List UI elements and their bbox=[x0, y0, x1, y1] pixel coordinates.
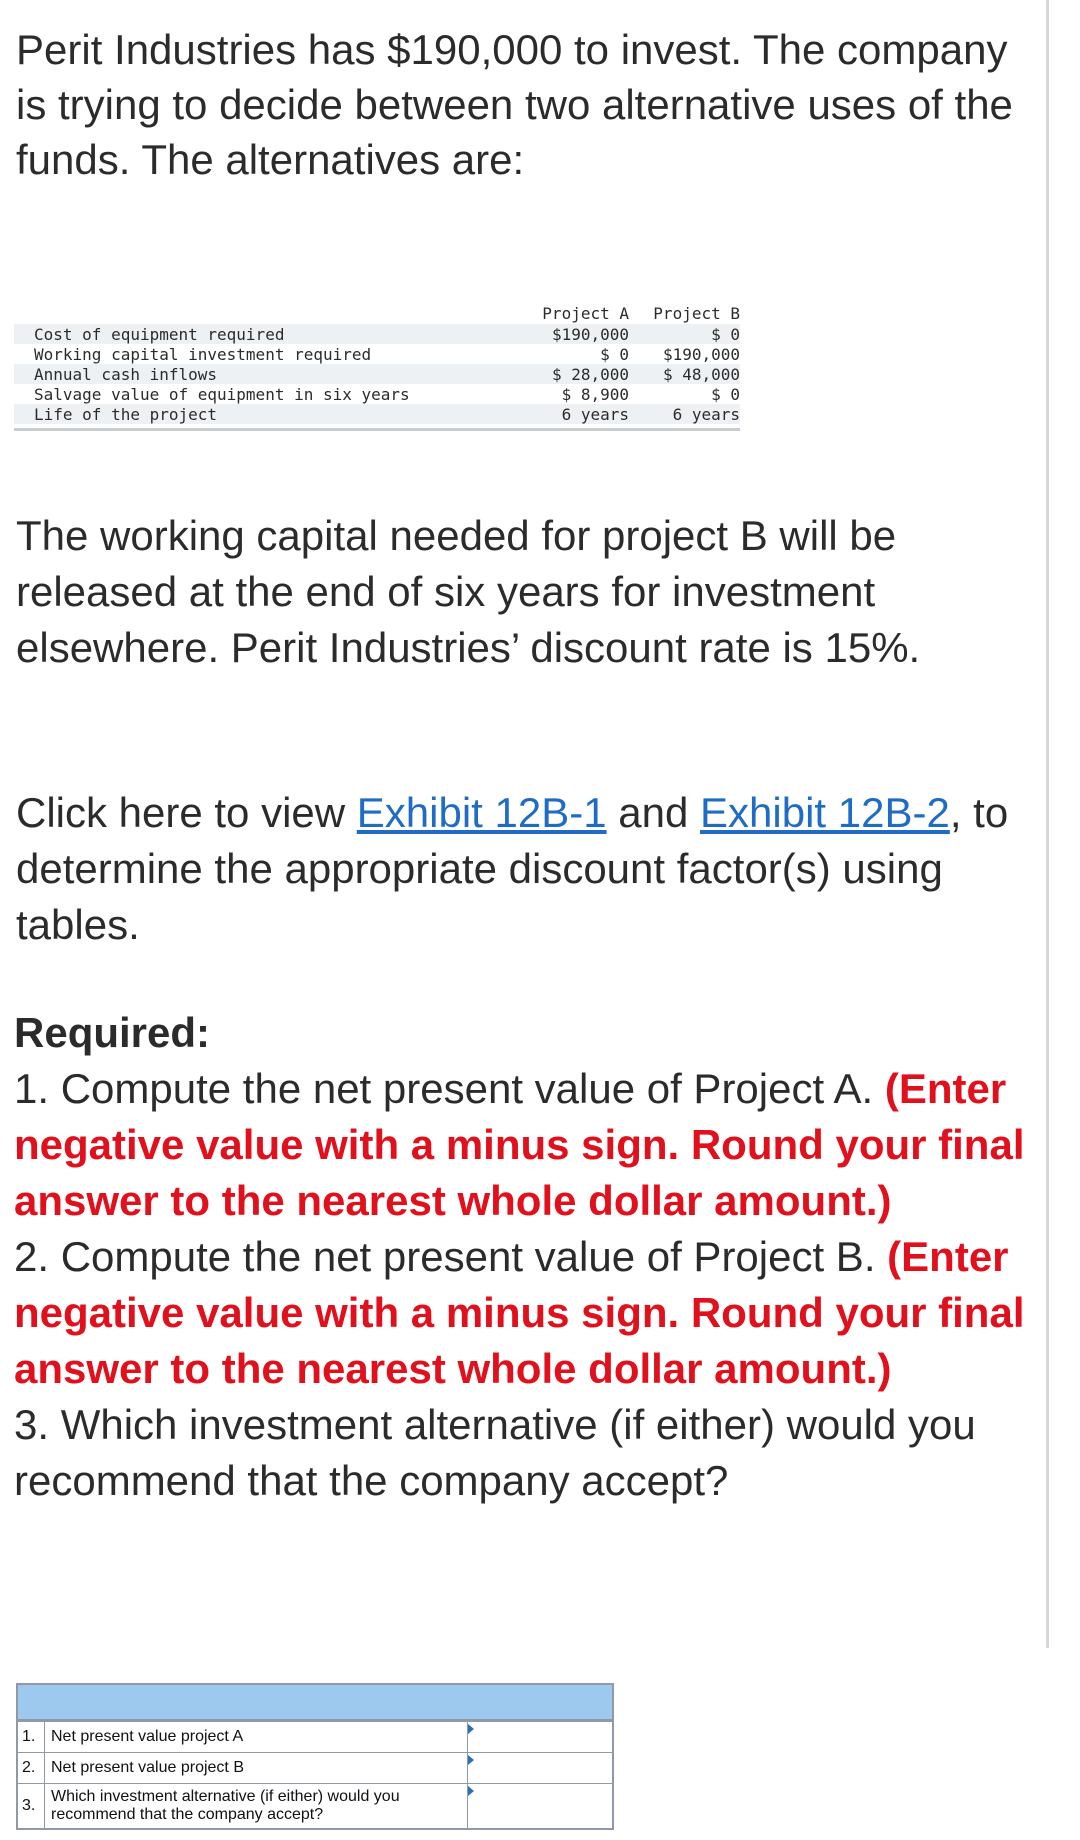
dropdown-marker-icon bbox=[468, 1786, 474, 1796]
answer-row bbox=[18, 1721, 612, 1752]
project-a-value: $ 8,900 bbox=[561, 385, 629, 404]
row-label: Net present value project A bbox=[45, 1722, 468, 1752]
row-number: 2. bbox=[18, 1753, 45, 1783]
table-bottom-rule bbox=[14, 428, 740, 431]
project-b-value: $ 0 bbox=[711, 325, 740, 344]
project-a-value: $190,000 bbox=[551, 325, 629, 344]
project-a-value: $ 0 bbox=[600, 345, 629, 364]
npv-project-a-input[interactable] bbox=[468, 1722, 612, 1752]
project-b-value: 6 years bbox=[672, 405, 740, 424]
recommendation-select[interactable] bbox=[468, 1784, 612, 1828]
exhibit-12b-2-link[interactable]: Exhibit 12B-2 bbox=[700, 789, 950, 836]
row-number: 3. bbox=[18, 1784, 45, 1828]
table-body bbox=[14, 324, 740, 424]
table-row bbox=[14, 324, 740, 344]
answer-table-header bbox=[18, 1685, 612, 1721]
exhibit-instructions bbox=[16, 785, 1036, 953]
npv-project-b-input[interactable] bbox=[468, 1753, 612, 1783]
project-a-value: 6 years bbox=[561, 405, 629, 424]
input-marker-icon bbox=[468, 1755, 474, 1765]
column-header-project-b: Project B bbox=[653, 304, 740, 323]
table-row bbox=[14, 404, 740, 424]
required-section bbox=[14, 1005, 1039, 1509]
exhibit-text-after: , to determine the appropriate discount factor(s) using tables. bbox=[16, 789, 1009, 948]
project-a-value: $ 28,000 bbox=[551, 365, 629, 384]
requirement-3 bbox=[14, 1397, 1039, 1509]
table-row bbox=[14, 344, 740, 364]
exhibit-12b-1-link[interactable]: Exhibit 12B-1 bbox=[356, 789, 607, 836]
answer-table bbox=[16, 1683, 614, 1830]
project-b-value: $190,000 bbox=[662, 345, 740, 364]
requirement-text: 2. Compute the net present value of Project B. bbox=[14, 1233, 888, 1280]
right-border bbox=[1046, 0, 1049, 1648]
exhibit-text-before: Click here to view bbox=[16, 789, 357, 836]
row-number: 1. bbox=[18, 1722, 45, 1752]
project-data-table bbox=[14, 302, 740, 431]
project-b-value: $ 0 bbox=[711, 385, 740, 404]
exhibit-text-middle: and bbox=[606, 789, 701, 836]
requirement-1 bbox=[14, 1061, 1039, 1229]
requirement-2 bbox=[14, 1229, 1039, 1397]
row-label: Life of the project bbox=[34, 405, 218, 424]
row-label: Cost of equipment required bbox=[34, 325, 285, 344]
working-capital-paragraph: The working capital needed for project B will be released at the end of six years for investment elsewhere. Perit Industries’ discount rate is 15%. bbox=[16, 512, 921, 671]
row-label: Salvage value of equipment in six years bbox=[34, 385, 410, 404]
intro-paragraph: Perit Industries has $190,000 to invest. The company is trying to decide between two alternative uses of the funds. The alternatives are: bbox=[16, 26, 1013, 183]
row-label: Annual cash inflows bbox=[34, 365, 218, 384]
input-marker-icon bbox=[468, 1724, 474, 1734]
table-row bbox=[14, 384, 740, 404]
row-label: Working capital investment required bbox=[34, 345, 372, 364]
requirement-note: (Enter negative value with a minus sign. Round your final answer to the nearest whole dollar amount.) bbox=[14, 1233, 1025, 1392]
answer-row bbox=[18, 1752, 612, 1783]
answer-row bbox=[18, 1783, 612, 1828]
column-header-project-a: Project A bbox=[542, 304, 629, 323]
requirement-note: (Enter negative value with a minus sign. Round your final answer to the nearest whole dollar amount.) bbox=[14, 1065, 1025, 1224]
row-label: Net present value project B bbox=[45, 1753, 468, 1783]
requirement-text: 1. Compute the net present value of Project A. bbox=[14, 1065, 885, 1112]
row-label: Which investment alternative (if either) would you recommend that the company accept? bbox=[45, 1784, 468, 1828]
requirement-text: 3. Which investment alternative (if either) would you recommend that the company accept? bbox=[14, 1401, 976, 1504]
required-heading: Required: bbox=[14, 1009, 211, 1056]
project-b-value: $ 48,000 bbox=[662, 365, 740, 384]
table-header bbox=[14, 302, 740, 324]
table-row bbox=[14, 364, 740, 384]
